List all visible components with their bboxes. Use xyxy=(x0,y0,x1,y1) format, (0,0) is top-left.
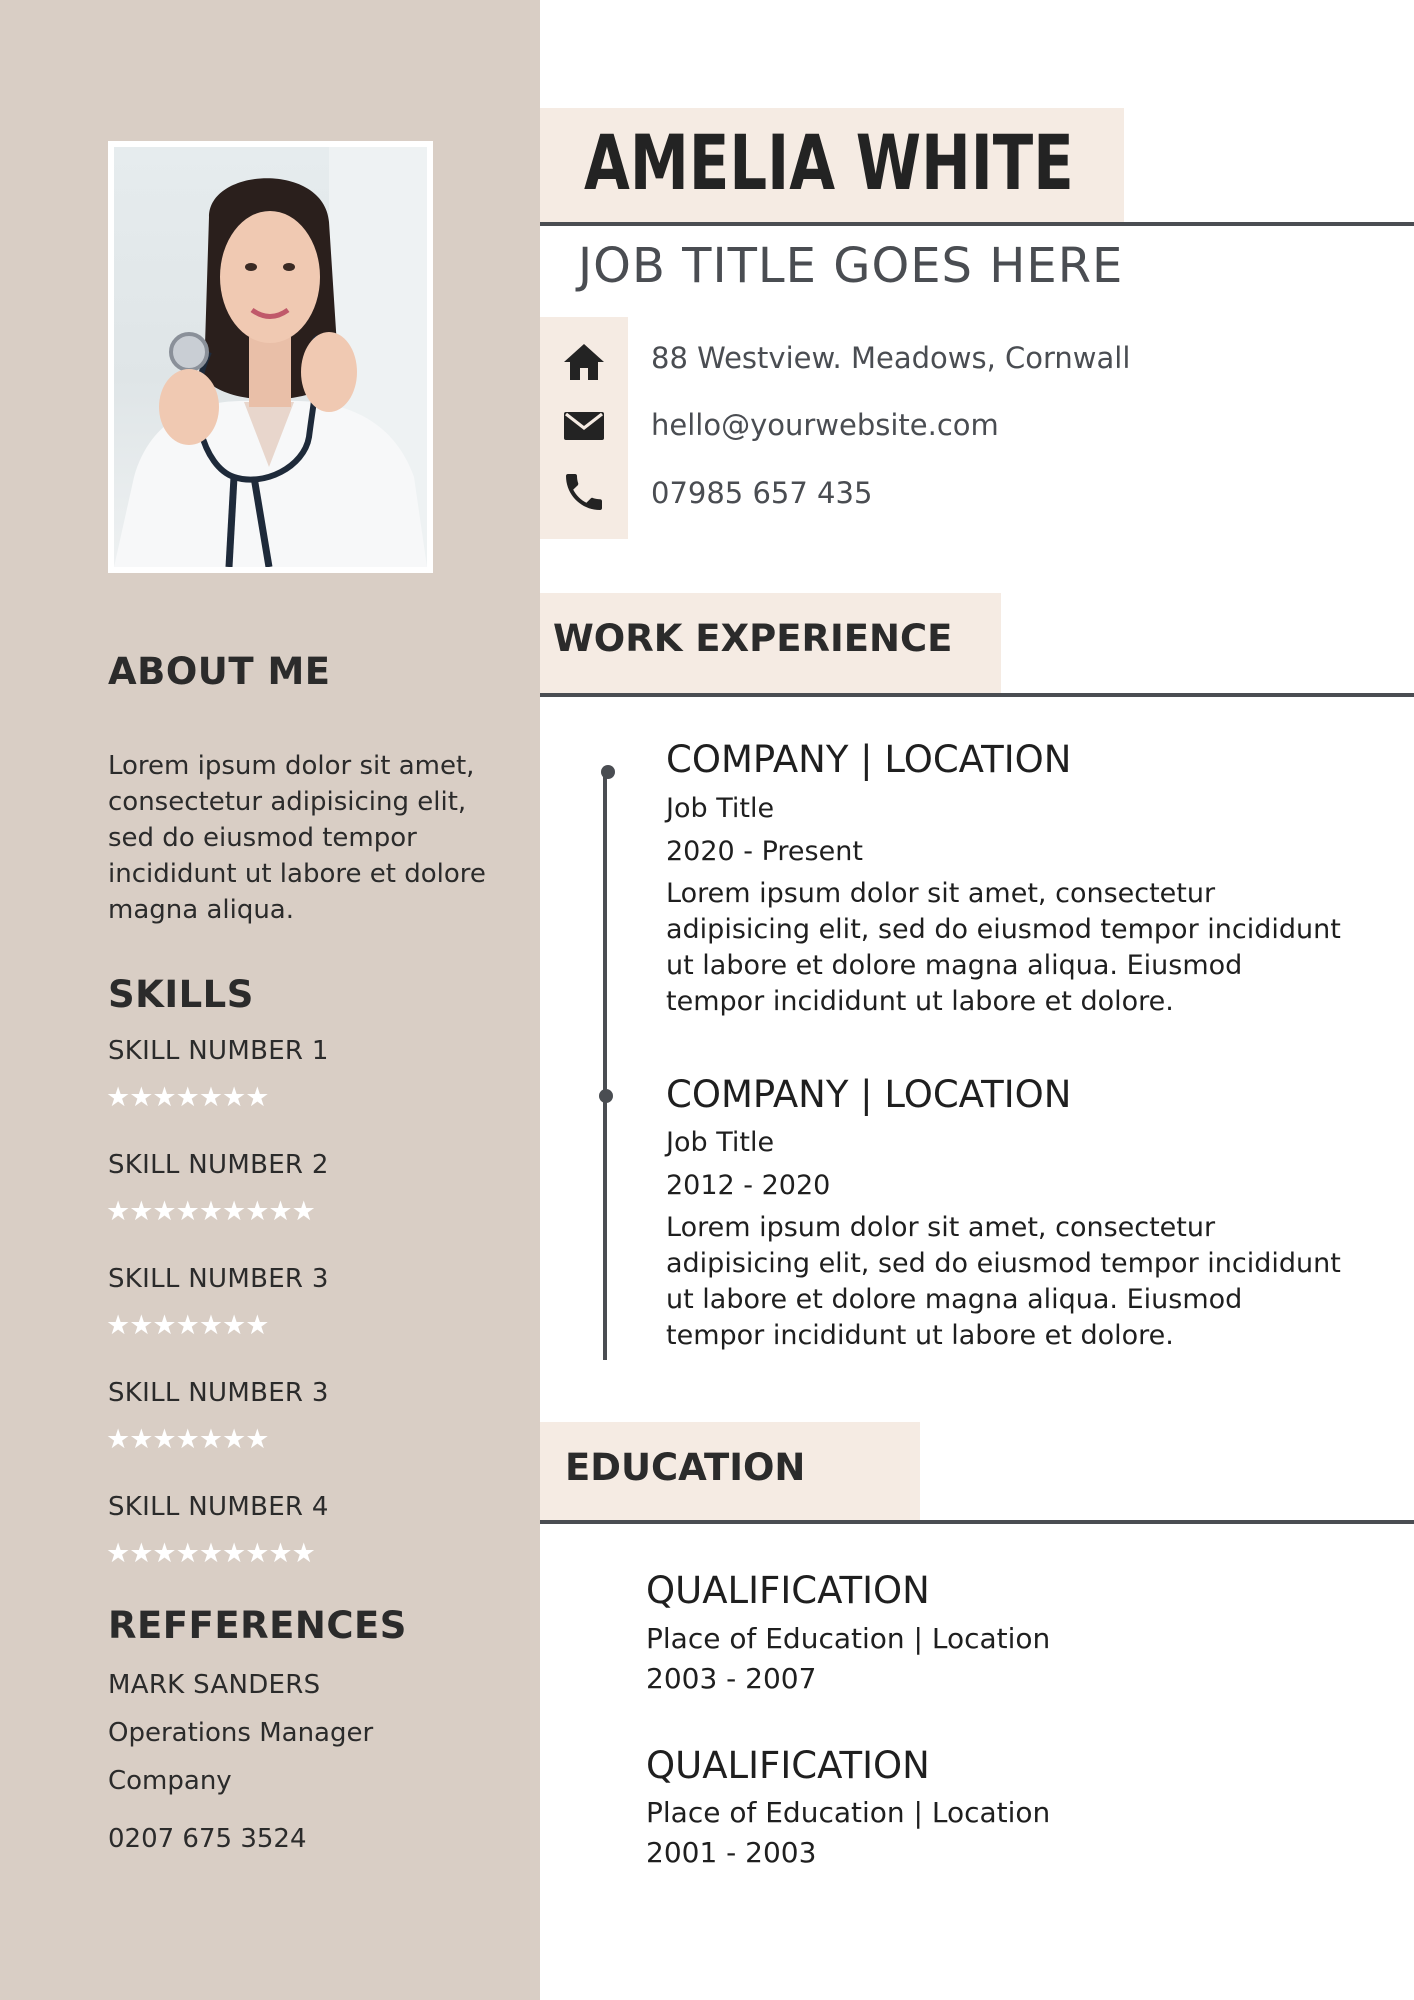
reference-phone: 0207 675 3524 xyxy=(108,1824,307,1854)
education-divider xyxy=(540,1520,1414,1524)
job-period: 2012 - 2020 xyxy=(666,1170,831,1201)
education-qualification: QUALIFICATION xyxy=(646,1569,930,1612)
skill-name: SKILL NUMBER 1 xyxy=(108,1036,329,1066)
skill-rating-stars: ★★★★★★★ xyxy=(106,1310,269,1341)
skill-rating-stars: ★★★★★★★ xyxy=(106,1424,269,1455)
contact-address: 88 Westview. Meadows, Cornwall xyxy=(651,341,1131,375)
skill-name: SKILL NUMBER 3 xyxy=(108,1264,329,1294)
about-text: Lorem ipsum dolor sit amet, consectetur adipisicing elit, sed do eiusmod tempor incididunt ut labore et dolore magna aliqua. xyxy=(108,751,486,925)
education-place: Place of Education | Location xyxy=(646,1622,1051,1655)
contact-phone: 07985 657 435 xyxy=(651,476,873,510)
skill-rating-stars: ★★★★★★★ xyxy=(106,1082,269,1113)
phone-icon xyxy=(560,468,608,516)
work-experience-heading: WORK EXPERIENCE xyxy=(553,617,953,660)
profile-photo xyxy=(114,147,427,567)
education-place: Place of Education | Location xyxy=(646,1796,1051,1829)
timeline-dot xyxy=(601,765,615,779)
profile-photo-illustration xyxy=(114,147,427,567)
reference-role: Operations Manager xyxy=(108,1718,374,1748)
about-heading: ABOUT ME xyxy=(108,650,331,693)
home-icon xyxy=(560,338,608,386)
education-period: 2001 - 2003 xyxy=(646,1836,817,1869)
education-period: 2003 - 2007 xyxy=(646,1662,817,1695)
skill-rating-stars: ★★★★★★★★★ xyxy=(106,1538,315,1569)
job-company: COMPANY | LOCATION xyxy=(666,1073,1072,1116)
skill-name: SKILL NUMBER 4 xyxy=(108,1492,329,1522)
job-company: COMPANY | LOCATION xyxy=(666,738,1072,781)
job-description: Lorem ipsum dolor sit amet, consectetur adipisicing elit, sed do eiusmod tempor incididunt ut labore et dolore magna aliqua. Eiusmod tempor incididunt ut labore et dolore. xyxy=(666,1212,1341,1351)
skill-name: SKILL NUMBER 2 xyxy=(108,1150,329,1180)
mail-icon xyxy=(560,402,608,450)
job-title-line: Job Title xyxy=(666,793,775,824)
header-divider xyxy=(540,222,1414,226)
job-period: 2020 - Present xyxy=(666,836,863,867)
profile-photo-frame xyxy=(108,141,433,573)
skill-name: SKILL NUMBER 3 xyxy=(108,1378,329,1408)
timeline-dot xyxy=(599,1089,613,1103)
reference-company: Company xyxy=(108,1766,232,1796)
education-qualification: QUALIFICATION xyxy=(646,1744,930,1787)
candidate-name: AMELIA WHITE xyxy=(584,118,1074,207)
skills-heading: SKILLS xyxy=(108,973,254,1016)
job-description: Lorem ipsum dolor sit amet, consectetur adipisicing elit, sed do eiusmod tempor incididunt ut labore et dolore magna aliqua. Eiusmod tempor incididunt ut labore et dolore. xyxy=(666,878,1341,1017)
contact-email: hello@yourwebsite.com xyxy=(651,408,999,442)
timeline-line xyxy=(603,772,607,1360)
skill-rating-stars: ★★★★★★★★★ xyxy=(106,1196,315,1227)
job-title: JOB TITLE GOES HERE xyxy=(578,238,1124,294)
references-heading: REFFERENCES xyxy=(108,1604,407,1647)
education-heading: EDUCATION xyxy=(565,1446,806,1489)
job-title-line: Job Title xyxy=(666,1127,775,1158)
reference-name: MARK SANDERS xyxy=(108,1670,321,1700)
work-divider xyxy=(540,693,1414,697)
